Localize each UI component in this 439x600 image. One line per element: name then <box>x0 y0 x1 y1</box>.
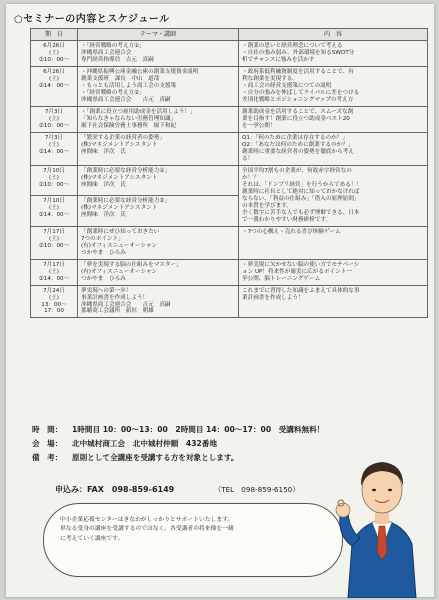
content-line: 業計画書を作成しよう！ <box>242 294 304 301</box>
content-line: 創業時に重要な経営者の姿勢を徹底から考え <box>242 148 354 155</box>
content-line: 析でチャンスに強みを活かす <box>242 56 315 63</box>
content-line: Q2：「あなたは何のために創業するのか？」 <box>242 141 354 148</box>
fax-number: 申込み：FAX 098-859-6149 <box>55 485 175 494</box>
time-line <box>32 424 324 435</box>
theme-line: 「繁栄する企業の経営者の姿勢」 <box>81 134 165 141</box>
time-value: 1時間目 10：00～13：00 2時間目 14：00～17：00 受講料無料！ <box>72 425 325 434</box>
schedule-theme <box>78 259 239 285</box>
content-line: か！？ <box>242 174 259 181</box>
schedule-content <box>239 165 428 226</box>
content-line: 全国平均7割もの企業が、何故赤字経営なの <box>242 167 352 174</box>
schedule-row <box>31 106 428 132</box>
schedule-theme <box>78 226 239 259</box>
notes-line <box>32 452 238 463</box>
notes-value: 原則として全講座を受講する方を対象とします。 <box>72 453 239 462</box>
content-line: ・創業の思いと経営理念について考える <box>242 43 343 49</box>
schedule-date <box>31 41 78 67</box>
date-line: 6月26日 <box>43 43 65 49</box>
content-line: ならない、「利益の仕組み」「借入の原理原則」 <box>242 195 360 202</box>
content-line: で一番わかりやすい財務研修です。 <box>242 216 332 223</box>
theme-line: 「夢を実現する脳の仕組みをマスター」 <box>81 261 182 268</box>
date-line: ②10：00～ <box>38 56 70 63</box>
schedule-theme <box>78 41 239 67</box>
content-line: Q1：「何のために企業は存在するのか？」 <box>242 134 348 141</box>
schedule-theme <box>78 66 239 106</box>
content-line: ・自分の強みを伸ばしてライバルに差をつける <box>242 89 360 96</box>
schedule-date <box>31 132 78 165</box>
theme-line: (株)マネジメントアシスタント <box>81 174 158 181</box>
theme-line: 「知らなきゃならない労務管理知識」 <box>81 115 177 122</box>
date-line: ②10：00～ <box>38 122 70 129</box>
schedule-date <box>31 196 78 226</box>
theme-line: (有)オフィスニューオーシャン <box>81 242 158 249</box>
theme-line: つかやま ひろみ <box>81 275 126 282</box>
date-line: (土) <box>49 141 59 148</box>
schedule-content <box>239 285 428 318</box>
content-line: 全く数字に苦手な人でも必ず理解できる、日本 <box>242 209 360 216</box>
date-line: (土) <box>49 268 59 275</box>
theme-line: 夢実現への第一歩！ <box>81 287 132 294</box>
theme-line: 沖縄県商工会連合会 <box>81 49 132 56</box>
content-line: を一挙公開！ <box>242 122 276 129</box>
theme-line: つかやま ひろみ <box>81 249 126 256</box>
schedule-table <box>30 28 428 318</box>
venue-line <box>32 438 217 449</box>
schedule-row <box>31 132 428 165</box>
content-line: の本質を学びます。 <box>242 202 292 209</box>
bubble-line: 中小企業応援センターはきなわがしっかりとサポートいたします。 <box>60 517 234 523</box>
businessman-illustration <box>330 440 434 598</box>
theme-line: (株)マネジメントアシスタント <box>81 141 158 148</box>
schedule-row <box>31 41 428 67</box>
theme-line: 沖縄県商工会連合会 吉元 真嗣 <box>81 301 171 308</box>
date-line: 13：00～ <box>41 301 67 308</box>
bubble-text <box>60 516 326 544</box>
schedule-content <box>239 66 428 106</box>
theme-line: ・沖縄県振興公庫金融公庫の創業支援資金説明 <box>81 68 199 75</box>
schedule-date <box>31 285 78 318</box>
schedule-row <box>31 285 428 318</box>
date-line: ②14：00～ <box>38 275 70 282</box>
theme-line: 沖縄県商工会連合会 吉元 真嗣 <box>81 96 171 103</box>
schedule-theme <box>78 196 239 226</box>
bubble-line: 単なる受身の講座を受講するのではなく、各受講者の将来像を一緒 <box>60 526 234 533</box>
date-line: 7月24日 <box>43 287 65 294</box>
theme-line: 創業支援班 課長 中山 道哉 <box>81 75 160 82</box>
schedule-date <box>31 66 78 106</box>
content-line: 創業時に社長として絶対に知っておかなければ <box>242 188 360 195</box>
content-line: 挙公開、脳トレーニングゲーム <box>242 275 321 282</box>
theme-line: 座間味 洋次 氏 <box>81 148 126 155</box>
schedule-theme <box>78 132 239 165</box>
schedule-content <box>239 259 428 285</box>
schedule-content <box>239 132 428 165</box>
header-content: 内 容 <box>239 29 428 41</box>
date-line: ②14：00～ <box>38 148 70 155</box>
date-line: (土) <box>49 49 59 56</box>
schedule-content <box>239 41 428 67</box>
notes-label: 備 考： <box>32 453 63 462</box>
date-line: 6月26日 <box>43 68 65 75</box>
theme-line: ・「経営戦略の考え方②」 <box>81 89 145 96</box>
theme-line: 座間味 洋次 氏 <box>81 181 126 188</box>
date-line: 7月10日 <box>43 198 65 205</box>
schedule-row <box>31 259 428 285</box>
schedule-row <box>31 66 428 106</box>
content-line: これまでに習得した知識をふまえて具体的な事 <box>242 287 360 294</box>
time-label: 時 間： <box>32 425 63 434</box>
schedule-date <box>31 165 78 195</box>
date-line: (土) <box>49 115 59 122</box>
date-line: 7月3日 <box>44 134 64 141</box>
tel-number: （TEL 098-859-6150） <box>214 485 300 494</box>
theme-line: 「創業時にぜひ知っておきたい <box>81 228 160 235</box>
schedule-row <box>31 226 428 259</box>
schedule-date <box>31 259 78 285</box>
date-line: ②14：00～ <box>38 82 70 89</box>
content-line: ・商工会の経営支援策につての説明 <box>242 82 332 89</box>
date-line: 7月17日 <box>43 228 65 235</box>
date-line: ②10：00～ <box>38 242 70 249</box>
content-line: 利な創業を実現する。 <box>242 75 298 82</box>
date-line: (土) <box>49 294 59 301</box>
theme-line: 那覇商工会議所 新垣 朝雄 <box>81 308 154 315</box>
date-line: (土) <box>49 174 59 181</box>
table-header-row <box>31 29 428 41</box>
content-line: 創業助成金を活用することで、スムーズな創 <box>242 108 354 115</box>
content-line: ョン UP！将来性が確実に広がるポイント一 <box>242 268 352 275</box>
date-line: (土) <box>49 235 59 242</box>
date-line: ②10：00～ <box>38 181 70 188</box>
schedule-date <box>31 106 78 132</box>
theme-line: ・もっとも活用しよう商工会の支援策 <box>81 82 177 89</box>
venue-value: 北中城村商工会 北中城村仲順 432番地 <box>72 439 217 448</box>
schedule-date <box>31 226 78 259</box>
theme-line: 座間味 洋次 氏 <box>81 212 126 219</box>
schedule-theme <box>78 285 239 318</box>
date-line: (土) <box>49 75 59 82</box>
theme-line: 「創業時に必要な経営分析能力①」 <box>81 167 170 174</box>
content-line: ・夢実現に欠かせない脳の使い方でモチベーシ <box>242 261 360 268</box>
venue-label: 会 場： <box>32 439 63 448</box>
theme-line: 「創業時に必要な経営分析能力②」 <box>81 198 170 205</box>
theme-line: 堀下社会保険労務士事務所 堀下和紀 <box>81 122 177 129</box>
section-title: ○セミナーの内容とスケジュール <box>14 14 170 25</box>
schedule-theme <box>78 165 239 195</box>
header-theme: テーマ・講師 <box>78 29 239 41</box>
theme-line: (株)マネジメントアシスタント <box>81 205 158 212</box>
schedule-theme <box>78 106 239 132</box>
theme-line: 専門経営指導員 吉元 真嗣 <box>81 56 154 63</box>
date-line: 7月10日 <box>43 167 65 174</box>
schedule-row <box>31 165 428 195</box>
schedule-content <box>239 106 428 132</box>
theme-line: ・「経営戦略の考え方①」 <box>81 43 145 49</box>
content-line: 差別化戦略とポジショニングマップの考え方 <box>242 96 354 103</box>
bubble-line: に考えていく講座です。 <box>60 535 124 542</box>
schedule-content <box>239 226 428 259</box>
date-line: 17：00 <box>44 308 64 315</box>
content-line: 業を目指す！創業に役立つ助成金ベスト20 <box>242 115 350 122</box>
schedule-body <box>31 41 428 318</box>
content-line: ・政府系低利融資制度を活用することで、有 <box>242 68 354 75</box>
theme-line: ・「創業に役立つ雇用助成金を活用しよう！」 <box>81 108 196 115</box>
content-line: る！ <box>242 155 254 162</box>
theme-line: 事業計画書を作成しよう！ <box>81 294 149 301</box>
header-date: 期 日 <box>31 29 78 41</box>
date-line: 7月17日 <box>43 261 65 268</box>
content-line: ・7つの心構え・売れる喜び体験ゲーム <box>242 228 341 235</box>
date-line: ②14：00～ <box>38 212 70 219</box>
date-line: (土) <box>49 205 59 212</box>
theme-line: (有)オフィスニューオーシャン <box>81 268 158 275</box>
date-line: 7月3日 <box>44 108 64 115</box>
content-line: ・自社の強み弱み、外部環境を知るSWOT分 <box>242 49 355 56</box>
content-line: それは、「ドンブリ経営」を行うからである！！ <box>242 181 362 188</box>
theme-line: 7つのポイント」 <box>81 235 124 242</box>
